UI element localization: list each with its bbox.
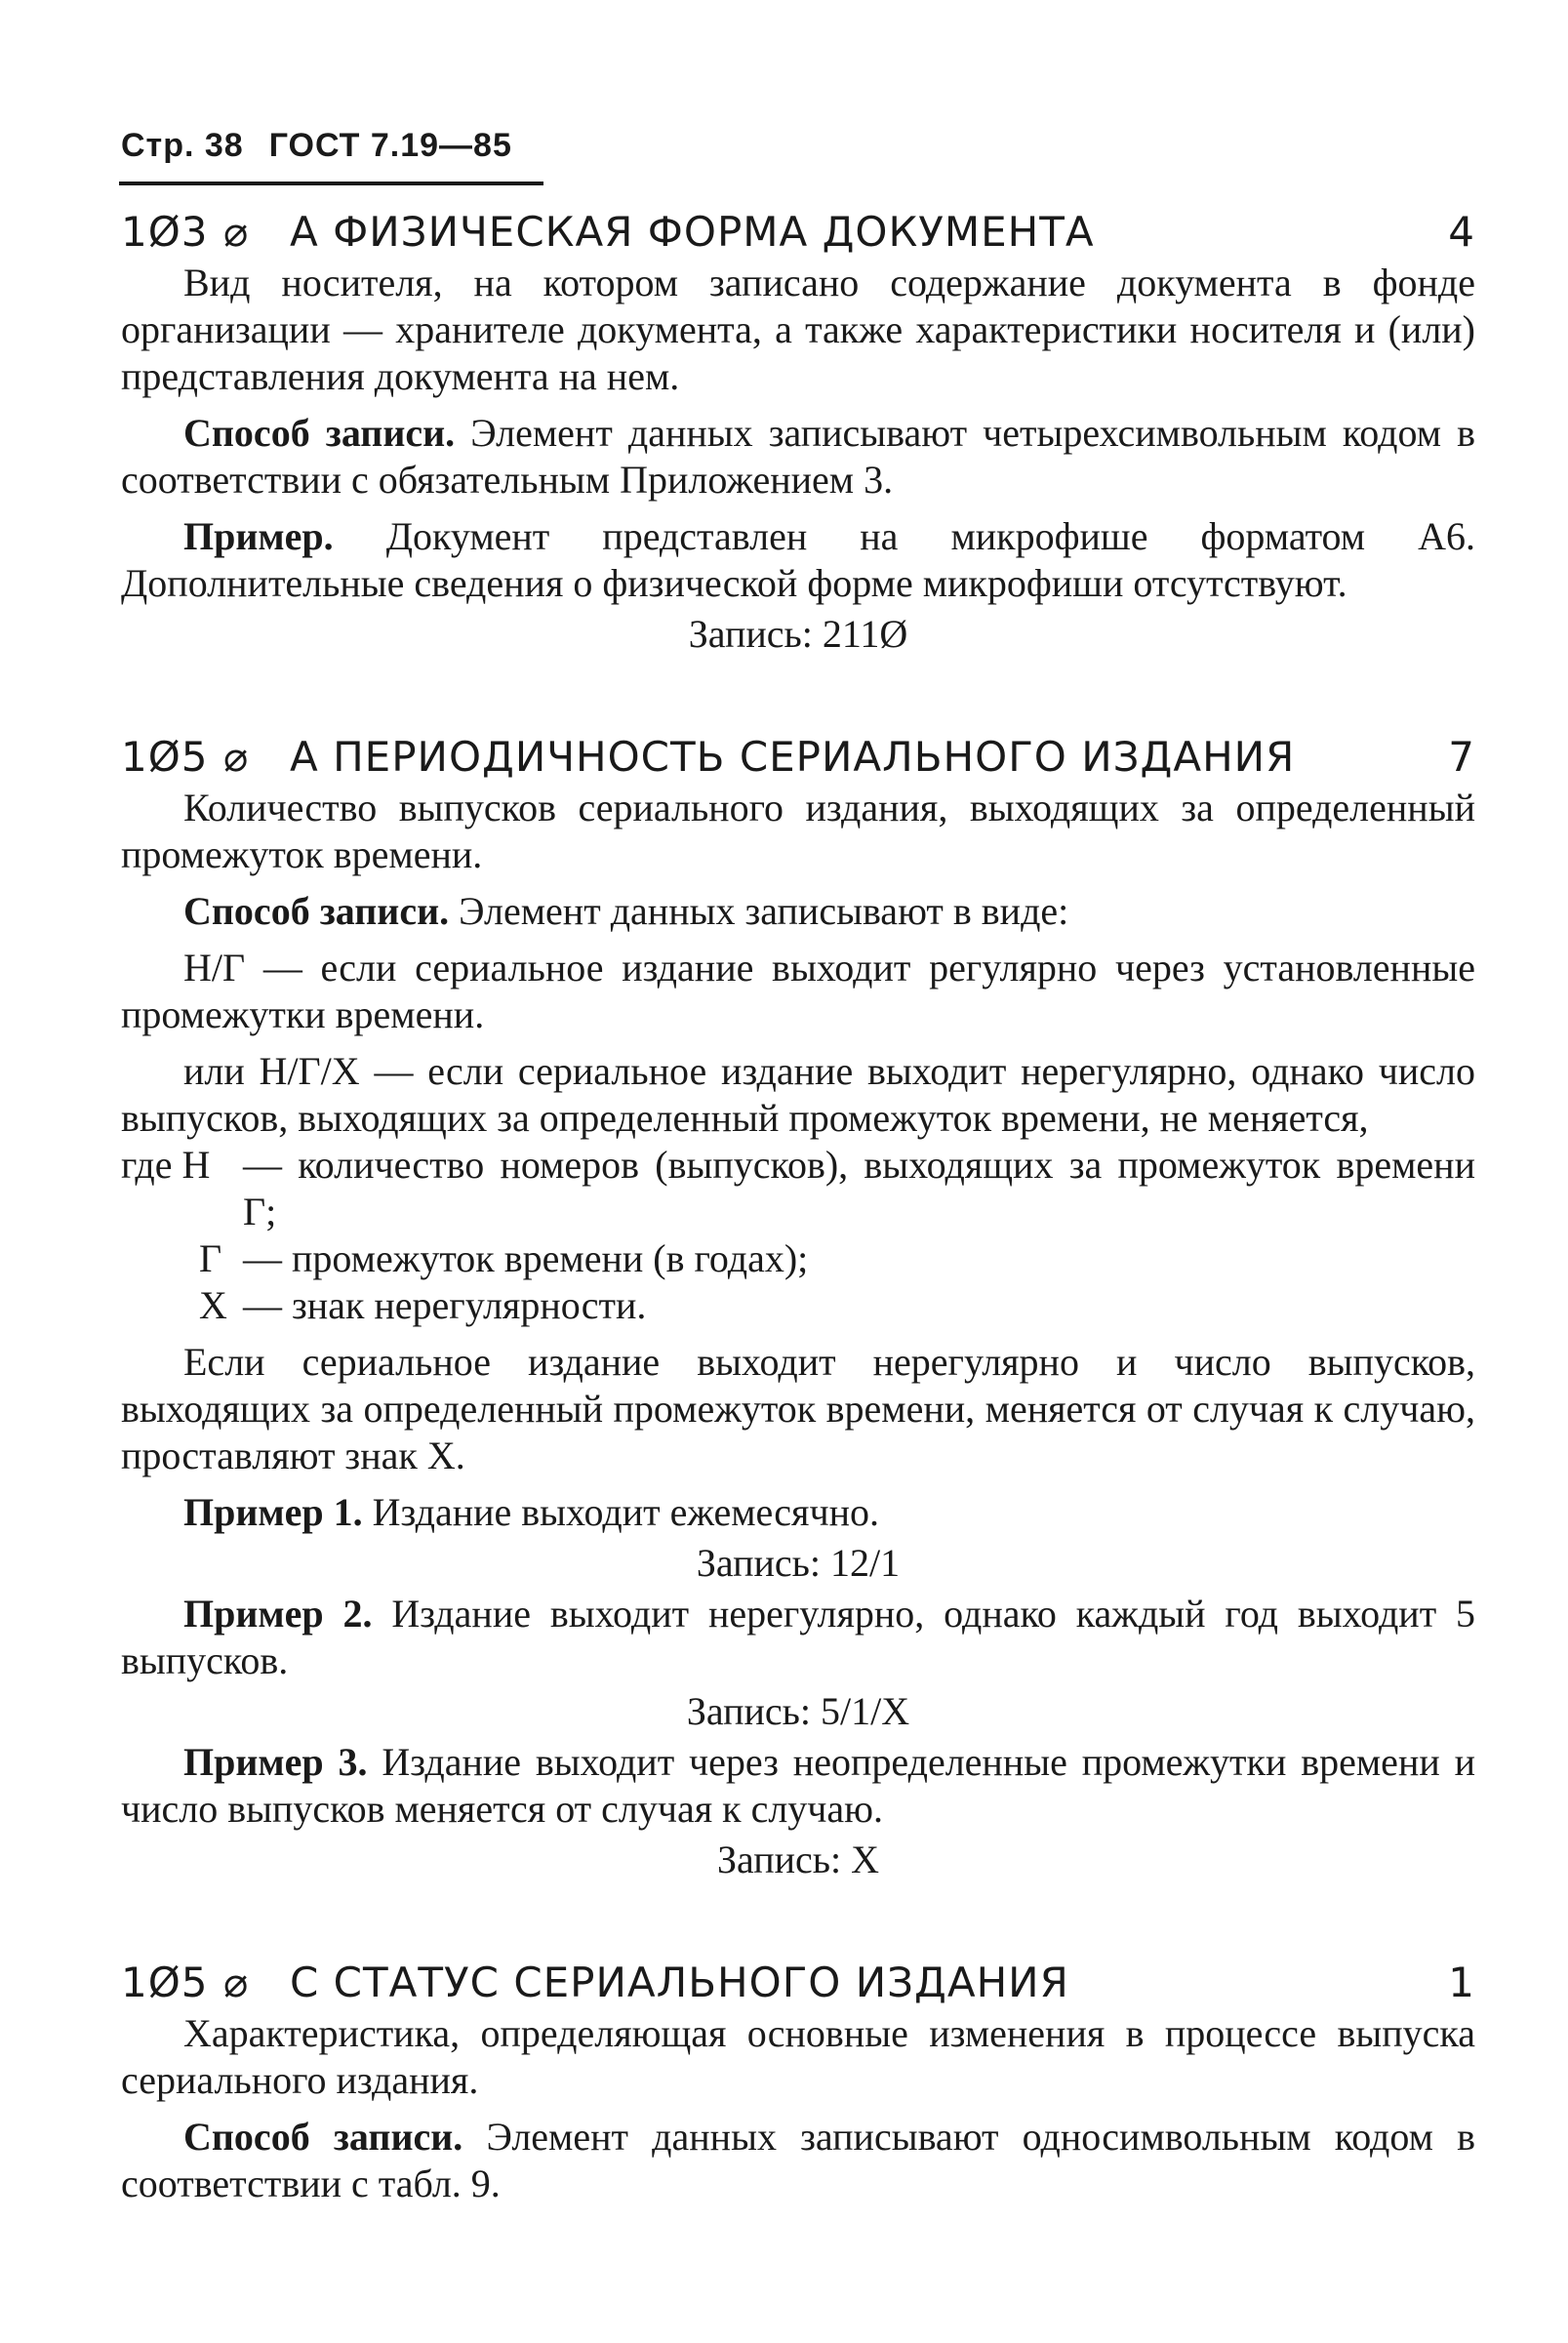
- example-3-label: Пример 3.: [183, 1740, 368, 1784]
- example-2-paragraph: [121, 1591, 1475, 1684]
- where-n-text: — количество номеров (выпусков), выходящих за промежуток времени Г;: [243, 1143, 1475, 1233]
- record-2-line: Запись: 5/1/Х: [686, 1689, 910, 1733]
- where-label: где Н: [121, 1143, 211, 1187]
- field-code: 1Ø5: [121, 733, 209, 781]
- example-1-paragraph: [121, 1489, 1475, 1536]
- indicator-icon: ⌀: [223, 733, 250, 781]
- method-paragraph: [121, 888, 1475, 935]
- irregular-paragraph: Если сериальное издание выходит нерегулярно и число выпусков, выходящих за определенный промежуток времени, меняется от случая к случаю, проставляют знак Х.: [121, 1340, 1475, 1477]
- record-line: Запись: 211Ø: [688, 612, 908, 656]
- section-heading-105a: [121, 730, 1475, 785]
- form-regular: Н/Г — если сериальное издание выходит регулярно через установленные промежутки времени.: [121, 946, 1475, 1036]
- definition-paragraph: Количество выпусков сериального издания, выходящих за определенный промежуток времени.: [121, 786, 1475, 876]
- where-x-label: Х: [199, 1283, 227, 1327]
- record-3-line: Запись: Х: [716, 1838, 880, 1881]
- example-label: Пример.: [183, 514, 334, 558]
- method-label: Способ записи.: [183, 889, 450, 933]
- running-header: [121, 127, 541, 165]
- method-text: Элемент данных записывают односимвольным кодом в соответствии с табл. 9.: [121, 2115, 1475, 2205]
- field-length: 1: [1448, 1959, 1475, 2006]
- where-x-text: — знак нерегулярности.: [243, 1283, 647, 1327]
- indicator-icon: ⌀: [223, 1959, 250, 2006]
- section-title: А ПЕРИОДИЧНОСТЬ СЕРИАЛЬНОГО ИЗДАНИЯ: [290, 733, 1296, 781]
- document-body: [121, 205, 1475, 2207]
- page-number: Стр. 38: [121, 127, 244, 164]
- section-title: А ФИЗИЧЕСКАЯ ФОРМА ДОКУМЕНТА: [290, 208, 1095, 256]
- form-irregular: или Н/Г/Х — если сериальное издание выходит нерегулярно, однако число выпусков, выходящих за определенный промежуток времени, не меняется,: [121, 1049, 1475, 1140]
- method-label: Способ записи.: [183, 2115, 463, 2159]
- example-2-text: Издание выходит нерегулярно, однако каждый год выходит 5 выпусков.: [121, 1592, 1476, 1682]
- field-code: 1Ø3: [121, 208, 209, 256]
- example-3-text: Издание выходит через неопределенные промежутки времени и число выпусков меняется от случая к случаю.: [121, 1740, 1476, 1831]
- header-rule: [119, 182, 543, 185]
- method-text: Элемент данных записывают четырехсимвольным кодом в соответствии с обязательным Приложением 3.: [121, 411, 1475, 502]
- where-g-row: [199, 1235, 1475, 1282]
- method-label: Способ записи.: [183, 411, 456, 455]
- indicator-icon: ⌀: [223, 208, 250, 256]
- section-heading-105c: [121, 1956, 1475, 2010]
- method-paragraph: [121, 410, 1475, 504]
- where-x-row: [199, 1282, 1475, 1329]
- example-3-paragraph: [121, 1739, 1475, 1833]
- definition-paragraph: Вид носителя, на котором записано содержание документа в фонде организации — хранителе документа, а также характеристики носителя и (или) представления документа на нем.: [121, 261, 1475, 398]
- example-2-label: Пример 2.: [183, 1592, 373, 1636]
- example-1-text: Издание выходит ежемесячно.: [372, 1490, 879, 1534]
- standard-number: ГОСТ 7.19—85: [268, 127, 512, 164]
- record-1-line: Запись: 12/1: [696, 1541, 901, 1585]
- example-paragraph: [121, 513, 1475, 607]
- where-g-text: — промежуток времени (в годах);: [243, 1236, 809, 1280]
- field-length: 4: [1448, 208, 1475, 256]
- section-heading-103a: [121, 205, 1475, 260]
- field-code: 1Ø5: [121, 1959, 209, 2006]
- where-n-row: [121, 1142, 1475, 1235]
- definition-paragraph: Характеристика, определяющая основные изменения в процессе выпуска сериального издания.: [121, 2011, 1475, 2102]
- example-text: Документ представлен на микрофише форматом А6. Дополнительные сведения о физической форме микрофиши отсутствуют.: [121, 514, 1476, 605]
- example-1-label: Пример 1.: [183, 1490, 363, 1534]
- where-g-label: Г: [199, 1236, 222, 1280]
- method-paragraph: [121, 2114, 1475, 2207]
- method-text: Элемент данных записывают в виде:: [459, 889, 1069, 933]
- section-title: С СТАТУС СЕРИАЛЬНОГО ИЗДАНИЯ: [290, 1959, 1069, 2006]
- field-length: 7: [1448, 733, 1475, 781]
